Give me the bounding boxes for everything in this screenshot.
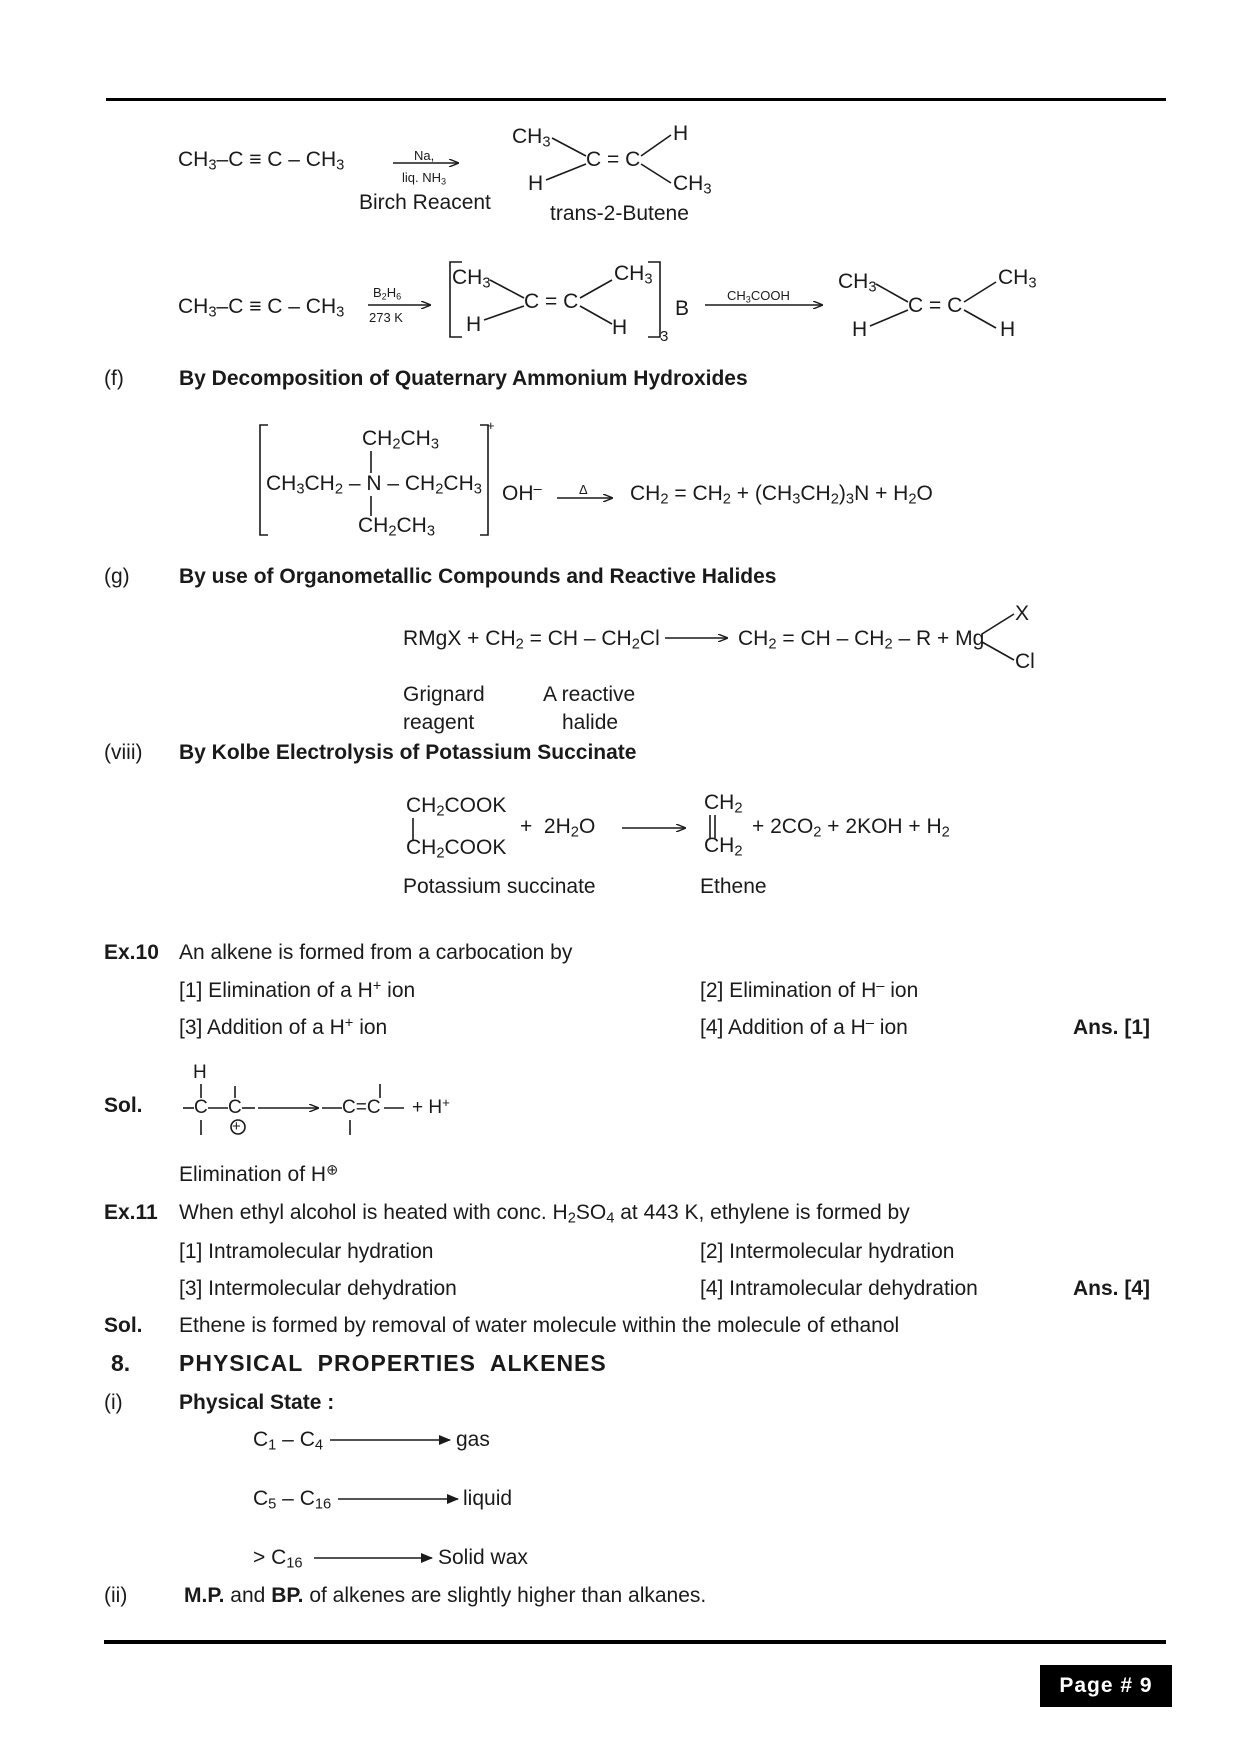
section-viii-title: By Kolbe Electrolysis of Potassium Succinate	[179, 741, 637, 764]
birch-reagent-bottom: liq. $NH_3$	[402, 170, 447, 187]
ex10-option-2: [2] Elimination of H– ion	[700, 978, 919, 1002]
cis-int-ch3-left: $CH_3$	[452, 266, 491, 292]
mg-x-substituent: X	[1015, 602, 1030, 625]
scheme-h-atom: H	[193, 1062, 207, 1083]
halide-label-2: halide	[562, 711, 619, 734]
section-8-i-num: (i)	[104, 1391, 123, 1414]
int-bond-3	[580, 280, 612, 298]
acetic-acid-reagent: $CH_3COOH$	[727, 288, 790, 305]
ex11-option-3: [3] Intermolecular dehydration	[179, 1277, 457, 1300]
section-viii-num: (viii)	[104, 741, 143, 764]
ex10-answer: Ans. [1]	[1073, 1016, 1151, 1039]
ex11-label: Ex.11	[104, 1201, 158, 1224]
qa-ethyl-top: $CH_2CH_3$	[362, 427, 440, 453]
trans-h-bottom: H	[528, 172, 544, 195]
grignard-label-2: reagent	[403, 711, 475, 734]
ex11-option-4: [4] Intramolecular dehydration	[700, 1277, 978, 1300]
section-8-title: PHYSICAL PROPERTIES ALKENES	[179, 1350, 607, 1376]
int-bond-2	[484, 306, 524, 320]
page-number-badge: Page # 9	[1040, 1665, 1172, 1707]
cis-int-h-right: H	[612, 316, 628, 339]
ex10-option-1: [1] Elimination of a H+ ion	[179, 978, 416, 1002]
ex10-sol-caption: Elimination of H⊕	[179, 1162, 339, 1186]
qa-nitrogen-row: $CH_3CH_2$ – N – $CH_2CH_3$	[266, 472, 482, 498]
ex11-answer: Ans. [4]	[1073, 1277, 1151, 1300]
ex10-question: An alkene is formed from a carbocation by	[179, 941, 573, 964]
trans-double-bond: C = C	[586, 148, 641, 171]
cis-int-double-bond: C = C	[524, 290, 579, 313]
cis-ch3-left: $CH_3$	[838, 270, 877, 296]
hydroxide-ion: OH–	[502, 481, 542, 505]
trans-2-butene-label: trans-2-Butene	[550, 202, 689, 225]
grignard-reactants: RMgX + $CH_2$ = CH – $CH_2Cl$	[403, 627, 660, 653]
cis-ch3-right: $CH_3$	[998, 266, 1037, 292]
birch-reagent-label: Birch Reacent	[359, 191, 491, 214]
ex11-option-1: [1] Intramolecular hydration	[179, 1240, 434, 1263]
cis-double-bond: C = C	[908, 294, 963, 317]
ex10-option-3: [3] Addition of a H+ ion	[179, 1015, 388, 1039]
int-bond-4	[580, 306, 612, 324]
section-8-num: 8.	[111, 1350, 131, 1376]
ex10-label: Ex.10	[104, 941, 159, 964]
ex11-sol-label: Sol.	[104, 1314, 143, 1337]
boron-label: B	[675, 297, 690, 320]
bracket-right	[648, 262, 660, 337]
ethene-label: Ethene	[700, 875, 767, 898]
qa-bracket-right	[480, 425, 488, 535]
ex11-option-2: [2] Intermolecular hydration	[700, 1240, 955, 1263]
grignard-products: $CH_2$ = CH – $CH_2 - R + Mg$	[738, 627, 985, 653]
section-f-title: By Decomposition of Quaternary Ammonium Hydroxides	[179, 367, 748, 390]
cis-bond-3	[964, 282, 996, 302]
trans-bond-3	[641, 135, 671, 156]
c5-c16-range: $C_5 - C_{16}$	[253, 1487, 332, 1513]
cis-h-right: H	[1000, 318, 1016, 341]
cis-int-h-left: H	[466, 313, 482, 336]
trans-h-top: H	[673, 122, 689, 145]
section-g-title: By use of Organometallic Compounds and Reactive Halides	[179, 565, 777, 588]
scheme-carbon-left: C	[194, 1097, 208, 1118]
mp-bp-rest: of alkenes are slightly higher than alkanes.	[303, 1584, 707, 1607]
qa-ethyl-bottom: $CH_2CH_3$	[358, 514, 436, 540]
cis-h-left: H	[852, 318, 868, 341]
int-bond-1	[490, 280, 524, 298]
qa-charge-plus: +	[487, 418, 495, 433]
scheme-charge-circle	[231, 1120, 245, 1134]
cis-bond-2	[870, 310, 908, 326]
bracket-subscript-3: 3	[660, 328, 669, 345]
trans-bond-4	[641, 164, 671, 183]
mp-term: M.P.	[184, 1584, 225, 1607]
mg-x-bond	[982, 614, 1014, 634]
succinate-top: $CH_2COOK$	[406, 794, 507, 820]
cis-bond-1	[876, 284, 908, 302]
ethene-top: $CH_2$	[704, 791, 743, 817]
c16-plus-range: > $C_{16}$	[253, 1546, 303, 1572]
scheme-alkene: C=C	[342, 1097, 381, 1118]
mg-cl-substituent: Cl	[1015, 650, 1035, 673]
trans-ch3-top: $CH_3$	[512, 125, 551, 151]
mp-bp-and: and	[224, 1584, 272, 1607]
hydroboration-reactant: $CH_3-C \equiv C - CH_3$	[178, 295, 345, 321]
bp-term: BP.	[271, 1584, 304, 1607]
section-f-num: (f)	[104, 367, 124, 390]
state-liquid: liquid	[463, 1487, 513, 1510]
succinate-bottom: $CH_2COOK$	[406, 836, 507, 862]
bracket-left	[450, 262, 462, 337]
scheme-plus-charge: +	[232, 1118, 241, 1135]
state-gas: gas	[456, 1428, 490, 1451]
birch-reagent-top: Na,	[414, 148, 435, 163]
ex11-sol-text: Ethene is formed by removal of water molecule within the molecule of ethanol	[179, 1314, 900, 1337]
grignard-label-1: Grignard	[403, 683, 485, 706]
mg-cl-bond	[982, 642, 1014, 660]
succinate-label: Potassium succinate	[403, 875, 596, 898]
kolbe-products: + $2CO_2 + 2KOH + H_2$	[752, 815, 950, 841]
ex11-question: When ethyl alcohol is heated with conc. $H_2SO_4$ at 443 K, ethylene is formed by	[179, 1201, 910, 1227]
qa-bracket-left	[260, 425, 268, 535]
birch-reactant: $CH_3-C \equiv C - CH_3$	[178, 148, 345, 174]
trans-ch3-bottom: $CH_3$	[673, 172, 712, 198]
scheme-carbon-right: C	[228, 1097, 242, 1118]
section-f-products: $CH_2 = CH_2 + (CH_3CH_2)_3N + H_2O$	[630, 482, 933, 508]
water-reactant: + $2H_2O$	[520, 815, 596, 841]
ethene-bottom: $CH_2$	[704, 834, 743, 860]
halide-label-1: A reactive	[543, 683, 636, 706]
scheme-proton: + H+	[412, 1095, 450, 1118]
ex10-option-4: [4] Addition of a H– ion	[700, 1015, 908, 1039]
trans-bond-1	[552, 138, 586, 156]
state-solid: Solid wax	[438, 1546, 528, 1569]
trans-bond-2	[546, 164, 586, 180]
physical-state-title: Physical State :	[179, 1391, 335, 1414]
section-8-ii-num: (ii)	[104, 1584, 128, 1607]
cis-bond-4	[964, 310, 996, 328]
cis-int-ch3-right: $CH_3$	[614, 262, 653, 288]
heat-symbol: Δ	[579, 482, 588, 497]
section-g-num: (g)	[104, 565, 130, 588]
ex10-sol-label: Sol.	[104, 1094, 143, 1117]
b2h6-reagent: $B_2H_6$	[373, 285, 402, 302]
temp-reagent: 273 K	[369, 310, 403, 325]
c1-c4-range: $C_1 - C_4$	[253, 1428, 324, 1454]
